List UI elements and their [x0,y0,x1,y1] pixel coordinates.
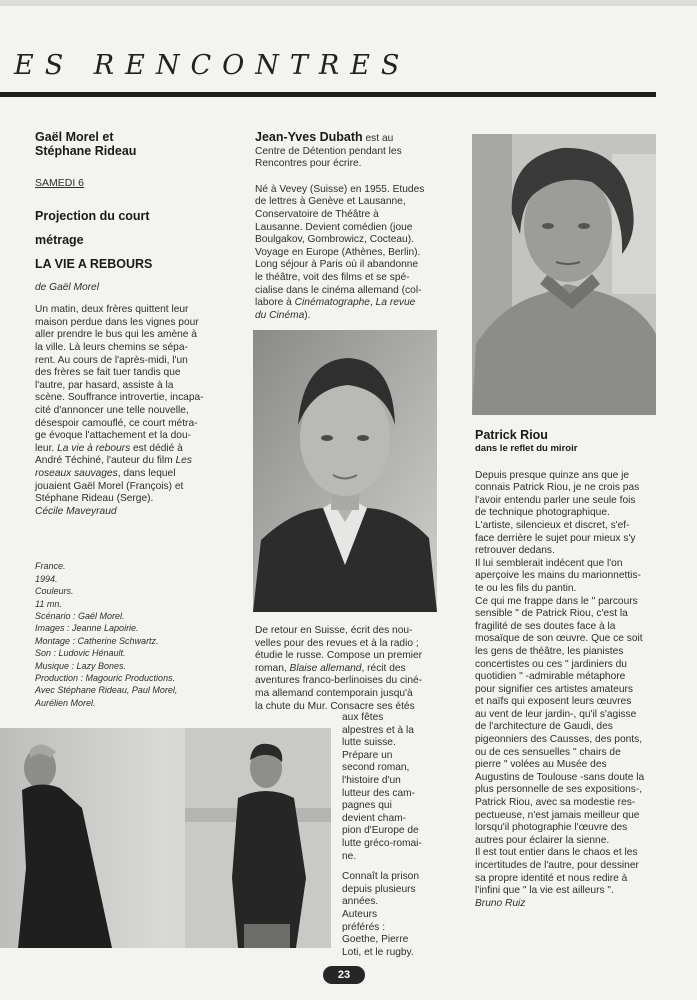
text-line [35,468,235,481]
text-line: étudie le russe. Compose un premier [255,650,423,662]
credit-line: Images : Jeanne Lapoirie. [35,623,139,634]
heading-line: métrage [35,232,84,247]
text-line: fragilité de ses doutes face à la [475,620,616,632]
text-span: est dédié à [130,442,183,454]
magazine-name: du Cinéma [255,309,305,321]
text-line: de technique photographique. [475,507,610,519]
text-line: aperçoive les mains du marionnettis- [475,570,641,582]
text-line: le théâtre, voit des films et se spé- [255,271,410,283]
text-line: ma allemand contemporain jusqu'à [255,687,413,699]
magazine-name: La revue [375,297,416,309]
text-line: cité d'annoncer une telle nouvelle, [35,404,189,416]
text-line: au vent de leur jardin-, qu'il s'agisse [475,708,637,720]
text-line: lutteur des cam- [342,787,416,799]
text-line: autres pour éclairer la sienne. [475,834,610,846]
photo-image [0,728,331,948]
text-line: années. [342,896,379,908]
text-line: Augustins de Toulouse -sans doute la [475,771,645,783]
article-title-1 [35,130,235,158]
credit-line: Montage : Catherine Schwartz. [35,635,159,646]
text-line: lorsqu'il photographie l'œuvre des [475,822,628,834]
text-line: Boulgakov, Gombrowicz, Cocteau). [255,234,414,246]
text-line: depuis plusieurs [342,883,416,895]
text-line [35,443,235,456]
text-line [255,297,450,310]
text-line: Voyage en Europe (Athènes, Berlin). [255,246,421,258]
text-line: Rencontres pour écrire. [255,158,362,170]
text-line: Lausanne. Devient comédien (joue [255,221,413,233]
text-line: sa propre identité et nous redire à [475,872,628,884]
credit-line: Production : Magouric Productions. [35,672,176,683]
text-line: Prépare un [342,749,393,761]
text-line: Loti, et le rugby. [342,946,414,958]
text-line: connais Patrick Riou, je ne crois pas [475,482,640,494]
text-line: ou de ces sensuelles " chairs de [475,746,621,758]
film-name: Les [175,455,192,467]
heading-line: Projection du court [35,208,150,223]
text-line: second roman, [342,762,410,774]
text-line: la ville. Là leurs chemins se sépa- [35,341,188,353]
text-line: de l'architecture de Gaudi, des [475,721,613,733]
text-line: l'autre, par hasard, assiste à la [35,379,174,391]
text-line: Goethe, Pierre [342,934,409,946]
film-name: La vie à rebours [57,442,131,454]
text-line: incertitudes de l'autre, pour dessiner [475,860,639,871]
text-line: Il lui semblerait indécent que l'on [475,557,623,569]
header-rule [0,92,656,97]
text-line: Stéphane Rideau (Serge). [35,493,154,505]
article-subtitle: dans le reflet du miroir [475,443,578,454]
credit-line: 1994. [35,573,58,584]
text-line: te ou les fils du pantin. [475,582,577,594]
middle-narrow-column [342,712,452,959]
director-credit: de Gaël Morel [35,281,99,293]
portrait-photo-dubath [253,330,437,612]
portrait-image [472,134,656,415]
text-line: L'artiste, silencieux et discret, s'ef- [475,519,630,531]
middle-column-top [255,131,450,322]
article-body [475,470,660,911]
text-line: mosaïque de son œuvre. Que ce soit [475,633,643,645]
text-line: la chute du Mur. Consacre ses étés [255,700,415,712]
synopsis [35,304,235,518]
person-name: Jean-Yves Dubath [255,130,363,144]
text-line: lutte gréco-romai- [342,837,422,849]
text-line: scène. Souffrance introvertie, incapa- [35,392,204,404]
middle-column-bottom [255,625,450,713]
text-line: face derrière le sujet pour mieux s'y [475,532,636,544]
text-line [255,310,450,323]
text-line: Long séjour à Paris où il abandonne [255,259,419,271]
credit-line: Scénario : Gaël Morel. [35,610,125,621]
text-span: roman, [255,662,290,674]
text-line: De retour en Suisse, écrit des nou- [255,625,413,636]
section-header: ES RENCONTRES [14,50,411,81]
text-line: pigeonniers des Causses, des ponts, [475,734,643,746]
text-line: l'histoire d'un [342,774,401,786]
credit-line: France. [35,561,66,572]
top-band [0,0,697,6]
credit-line: Avec Stéphane Rideau, Paul Morel, [35,685,178,696]
text-line: les gens de théâtre, les pianistes [475,645,624,657]
text-line: Centre de Détention pendant les [255,145,402,157]
film-title: LA VIE A REBOURS [35,256,153,271]
left-column [35,130,235,709]
text-line: l'avoir entendu parler une seule fois [475,494,636,506]
film-credits [35,560,235,709]
text-line: velles pour des revues et à la radio ; [255,637,419,649]
text-line: pectueuse, n'est jamais meilleur que [475,809,640,821]
text-line: Depuis presque quinze ans que je [475,469,630,481]
text-line: des frères se fait tuer tandis que [35,367,181,379]
text-line: Né à Vevey (Suisse) en 1955. Etudes [255,183,425,195]
text-line: pagnes qui [342,800,392,812]
biography [255,184,450,323]
text-line: rent. Au cours de l'après-midi, l'un [35,354,188,366]
text-line: sensible " de Patrick Riou, c'est la [475,608,628,620]
text-line: et naïfs qui exposent leurs œuvres [475,696,632,708]
text-line: Il est tout entier dans le chaos et les [475,847,638,859]
text-span: André Téchiné, l'auteur du film [35,455,176,467]
text-span: , dans lequel [117,467,176,479]
text-line: ge évoque l'attachement et la dou- [35,430,191,442]
text-line [255,131,450,146]
text-line: Ce qui me frappe dans le " parcours [475,595,638,607]
text-line: devient cham- [342,812,406,824]
magazine-name: Cinématographe [294,297,370,309]
photo-two-men [0,728,331,948]
text-span: , [369,297,376,309]
right-column [475,428,660,910]
text-line: pour signifier ces artistes amateurs [475,683,633,695]
text-line: quotidien " -admirable métaphore [475,671,626,683]
text-span: leur. [35,442,55,454]
text-line: aventures franco-berlinoises du ciné- [255,675,423,687]
text-line: pierre " volées au Musée des [475,759,607,771]
text-line: Patrick Riou, avec sa modestie res- [475,797,636,809]
text-line: désespoir camouflé, ce court métra- [35,417,198,429]
text-line: ne. [342,850,357,862]
text-line: jouaient Gaël Morel (François) et [35,480,184,492]
title-line: Stéphane Rideau [35,144,137,158]
text-line: Conservatoire de Théâtre à [255,208,379,220]
text-line [255,663,450,676]
portrait-photo-riou [472,134,656,415]
author-signature: Bruno Ruiz [475,897,526,909]
film-name: roseaux sauvages [35,467,118,479]
novel-title: Blaise allemand [289,662,362,674]
text-line: aux fêtes [342,712,384,723]
text-span: , récit des [361,662,406,674]
text-line: de lettres à Genève et Lausanne, [255,196,406,208]
text-line: l'infini que " la vie est ailleurs ". [475,885,614,897]
text-line [35,455,235,468]
credit-line: Son : Ludovic Hénault. [35,648,126,659]
credit-line: 11 mn. [35,598,62,609]
text-line: aller prendre le bus qui les amène à [35,329,197,341]
text-span: labore à [255,297,295,309]
date-label: SAMEDI 6 [35,177,85,189]
text-line: retrouver dedans. [475,545,555,557]
text-span: ). [304,309,311,321]
text-line: pion d'Europe de [342,825,419,837]
text-line: lutte suisse. [342,737,396,749]
text-line: Auteurs [342,908,378,920]
text-line: Un matin, deux frères quittent leur [35,304,189,316]
text-line: cialise dans le cinéma allemand (col- [255,284,422,296]
credit-line: Musique : Lazy Bones. [35,660,127,671]
text-line: alpestres et à la [342,724,414,736]
portrait-image [253,330,437,612]
text-line: concertistes ou ces " jardiniers du [475,658,627,670]
author-signature: Cécile Maveyraud [35,505,117,517]
text-line: plus personnelle de ses expositions-, [475,784,643,796]
text-line: maison perdue dans les vignes pour [35,316,199,328]
credit-line: Aurélien Morel. [35,697,96,708]
text-line: préférés : [342,921,386,933]
person-name: Patrick Riou [475,428,548,442]
projection-heading [35,204,235,276]
credit-line: Couleurs. [35,586,74,597]
page-number: 23 [323,966,365,984]
text-span: est au [362,133,394,144]
title-line: Gaël Morel et [35,130,114,144]
text-line: Connaît la prison [342,871,420,883]
